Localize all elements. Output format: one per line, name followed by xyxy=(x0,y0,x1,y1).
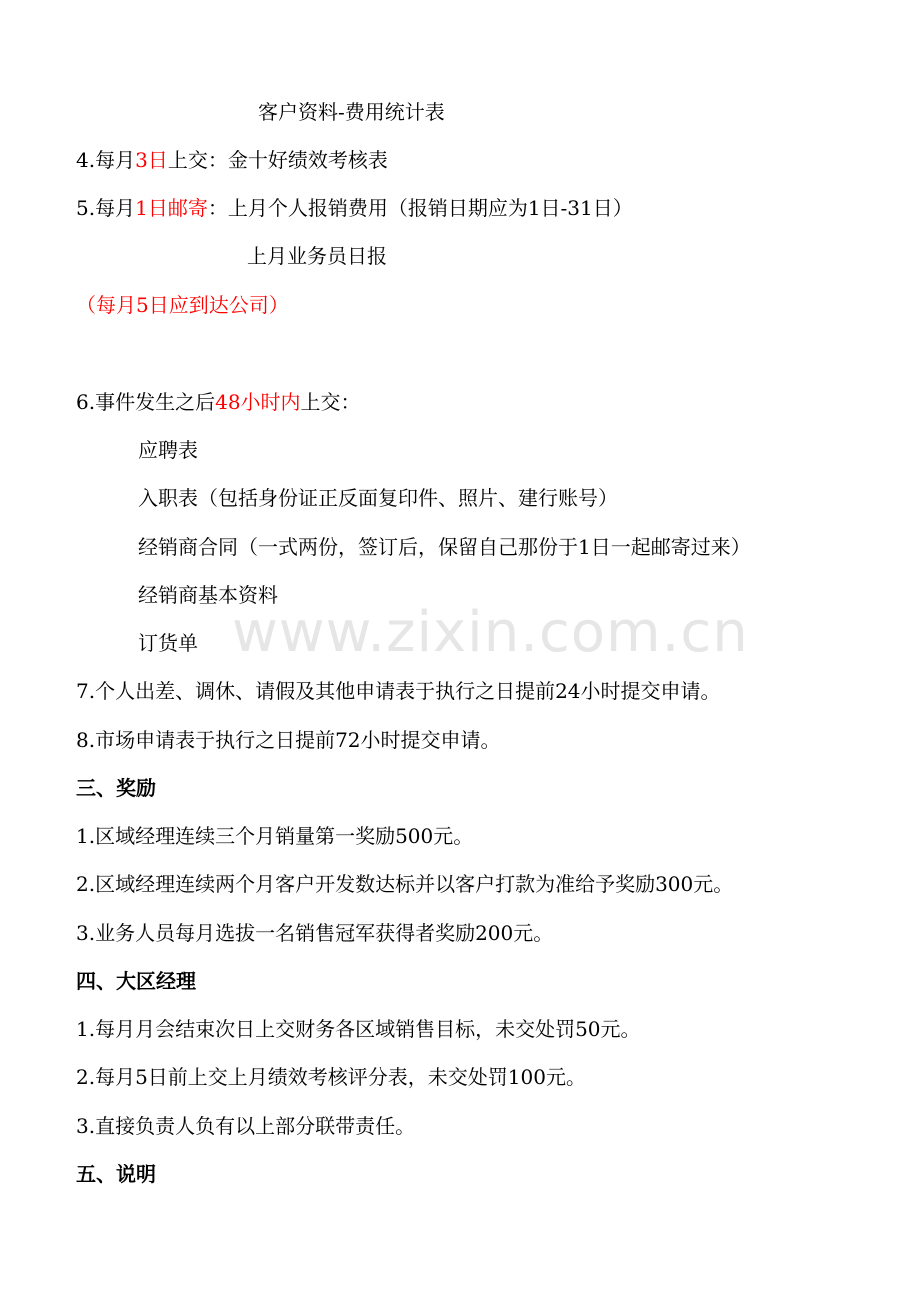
item-5-suffix: ：上月个人报销费用（报销日期应为1日-31日） xyxy=(207,196,633,220)
section-3-heading: 三、奖励 xyxy=(76,776,156,800)
item-6-list-item: 订货单 xyxy=(138,631,198,655)
item-6-prefix: 6.事件发生之后 xyxy=(76,390,216,414)
item-5-sub: 上月业务员日报 xyxy=(247,244,387,268)
item-7: 7.个人出差、调休、请假及其他申请表于执行之日提前24小时提交申请。 xyxy=(76,679,721,703)
item-6-list-item: 经销商基本资料 xyxy=(138,583,278,607)
section-3-item: 2.区域经理连续两个月客户开发数达标并以客户打款为准给予奖励300元。 xyxy=(76,872,734,896)
section-5-heading: 五、说明 xyxy=(76,1162,156,1186)
item-6-list-item: 经销商合同（一式两份，签订后，保留自己那份于1日一起邮寄过来） xyxy=(138,535,751,559)
section-4-heading: 四、大区经理 xyxy=(76,969,196,993)
section-3-item: 3.业务人员每月选拔一名销售冠军获得者奖励200元。 xyxy=(76,921,554,945)
item-4-highlight: 3日 xyxy=(135,148,168,172)
item-4-prefix: 4.每月 xyxy=(76,148,136,172)
doc-line-title: 客户资料-费用统计表 xyxy=(258,100,445,124)
section-4-item: 3.直接负责人负有以上部分联带责任。 xyxy=(76,1114,416,1138)
item-6-suffix: 上交： xyxy=(300,390,361,414)
item-6-list-item: 入职表（包括身份证正反面复印件、照片、建行账号） xyxy=(138,486,618,510)
item-4-suffix: 上交：金十好绩效考核表 xyxy=(167,148,388,172)
item-5 xyxy=(76,195,633,221)
item-5-prefix: 5.每月 xyxy=(76,196,136,220)
watermark: www.zixin.com.cn xyxy=(232,600,749,665)
section-3-item: 1.区域经理连续三个月销量第一奖励500元。 xyxy=(76,824,474,848)
section-4-item: 2.每月5日前上交上月绩效考核评分表，未交处罚100元。 xyxy=(76,1065,586,1089)
item-4 xyxy=(76,147,388,173)
item-8: 8.市场申请表于执行之日提前72小时提交申请。 xyxy=(76,728,501,752)
item-6-highlight: 48小时内 xyxy=(215,390,301,414)
item-5-note: （每月5日应到达公司） xyxy=(76,293,289,317)
item-6 xyxy=(76,389,361,415)
item-6-list-item: 应聘表 xyxy=(138,438,198,462)
item-5-highlight: 1日邮寄 xyxy=(135,196,208,220)
section-4-item: 1.每月月会结束次日上交财务各区域销售目标，未交处罚50元。 xyxy=(76,1017,641,1041)
